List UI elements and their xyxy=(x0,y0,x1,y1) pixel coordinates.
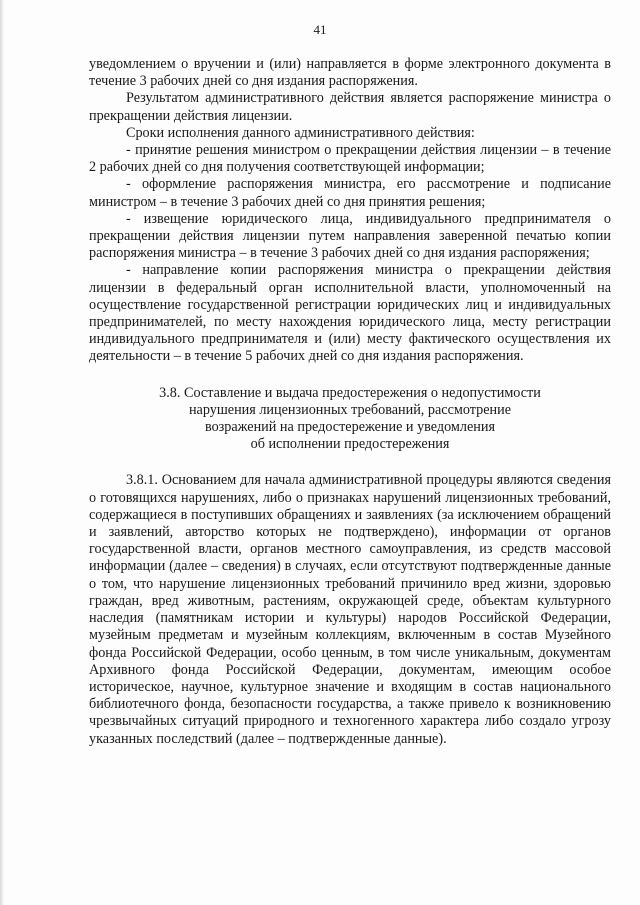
section-heading xyxy=(89,385,611,454)
paragraph: уведомлением о вручении и (или) направляется в форме электронного документа в течение 3 рабочих дней со дня издания распоряжения. xyxy=(89,56,611,90)
page-number: 41 xyxy=(313,22,327,37)
section-heading-line: 3.8. Составление и выдача предостережения о недопустимости xyxy=(159,384,541,401)
list-item: - направление копии распоряжения министра о прекращении действия лицензии в федеральный орган исполнительной власти, уполномоченный на осуществление государственной регистрации юридических лиц и индивидуальных предпринимателей, по месту нахождения юридического лица, месту регистрации индивидуального предпринимателя и (или) месту фактического осуществления их деятельности – в течение 5 рабочих дней со дня издания распоряжения. xyxy=(89,262,611,365)
list-item: - принятие решения министром о прекращении действия лицензии – в течение 2 рабочих дней со дня получения соответствующей информации; xyxy=(89,142,611,176)
section-heading-line: возражений на предостережение и уведомления xyxy=(204,419,496,436)
document-body xyxy=(89,56,611,748)
list-item: - оформление распоряжения министра, его рассмотрение и подписание министром – в течение 3 рабочих дней со дня принятия решения; xyxy=(89,176,611,210)
paragraph: Результатом административного действия является распоряжение министра о прекращении действия лицензии. xyxy=(89,90,611,124)
paragraph-3-8-1: 3.8.1. Основанием для начала административной процедуры являются сведения о готовящихся нарушениях, либо о признаках нарушений лицензионных требований, содержащиеся в поступивших обращениях и заявлениях (за исключением обращений и заявлений, авторство которых не подтверждено), информации от органов государственной власти, органов местного самоуправления, из средств массовой информации (далее – сведения) в случаях, если отсутствуют подтвержденные данные о том, что нарушение лицензионных требований причинило вред жизни, здоровью граждан, вред животным, растениям, окружающей среде, объектам культурного наследия (памятникам истории и культуры) народов Российской Федерации, музейным предметам и музейным коллекциям, включенным в состав Музейного фонда Российской Федерации, особо ценным, в том числе уникальным, документам Архивного фонда Российской Федерации, документам, имеющим особое историческое, научное, культурное значение и входящим в состав национального библиотечного фонда, безопасности государства, а также привело к возникновению чрезвычайных ситуаций природного и техногенного характера либо создало угрозу указанных последствий (далее – подтвержденные данные). xyxy=(89,472,611,747)
paragraph: Сроки исполнения данного административного действия: xyxy=(126,124,475,141)
scan-edge-shadow xyxy=(0,0,4,905)
list-item: - извещение юридического лица, индивидуального предпринимателя о прекращении действия лицензии путем направления заверенной печатью копии распоряжения министра – в течение 3 рабочих дней со дня издания распоряжения; xyxy=(89,210,611,262)
section-heading-line: об исполнении предостережения xyxy=(250,436,450,453)
section-heading-line: нарушения лицензионных требований, рассмотрение xyxy=(188,401,512,418)
